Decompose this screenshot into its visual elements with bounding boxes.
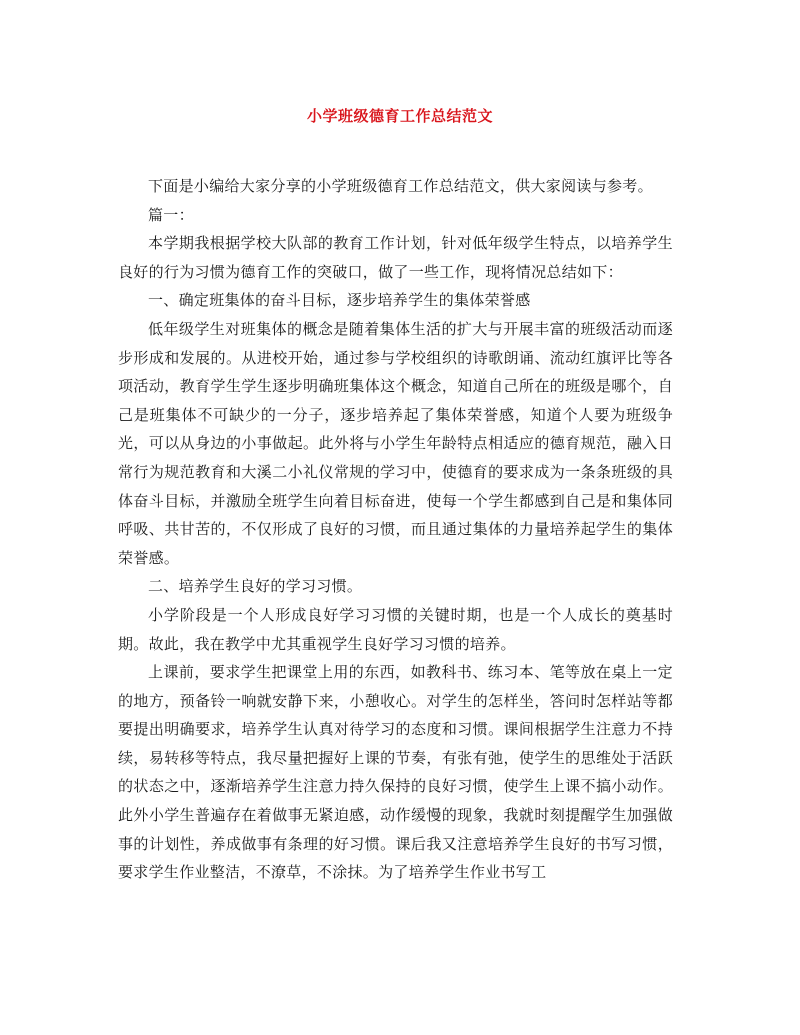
paragraph-collective: 低年级学生对班集体的概念是随着集体生活的扩大与开展丰富的班级活动而逐步形成和发展的。从进校开始，通过参与学校组织的诗歌朗诵、流动红旗评比等各项活动，教育学生学生逐步明确班集体这个概念，知道自己所在的班级是哪个，自己是班集体不可缺少的一分子，逐步培养起了集体荣誉感，知道个人要为班级争光，可以从身边的小事做起。此外将与小学生年龄特点相适应的德育规范，融入日常行为规范教育和大溪二小礼仪常规的学习中，使德育的要求成为一条条班级的具体奋斗目标，并激励全班学生向着目标奋进，使每一个学生都感到自己是和集体同呼吸、共甘苦的，不仅形成了良好的习惯，而且通过集体的力量培养起学生的集体荣誉感。: [118, 319, 673, 567]
document-title: 小学班级德育工作总结范文: [306, 107, 493, 125]
paragraph-primary-stage: 小学阶段是一个人形成良好学习习惯的关键时期，也是一个人成长的奠基时期。故此，我在教学中尤其重视学生良好学习习惯的培养。: [118, 605, 673, 653]
paragraph-intro: 下面是小编给大家分享的小学班级德育工作总结范文，供大家阅读与参考。: [148, 177, 653, 195]
section-heading-one: 一、确定班集体的奋斗目标，逐步培养学生的集体荣誉感: [148, 291, 531, 310]
paragraph-overview: 本学期我根据学校大队部的教育工作计划，针对低年级学生特点，以培养学生良好的行为习惯为德育工作的突破口，做了一些工作，现将情况总结如下：: [118, 234, 673, 281]
section-heading-two: 二、培养学生良好的学习习惯。: [148, 577, 363, 596]
document-body: [118, 172, 673, 887]
paragraph-class-habits: 上课前，要求学生把课堂上用的东西，如教科书、练习本、笔等放在桌上一定的地方，预备铃一响就安静下来，小憩收心。对学生的怎样坐，答问时怎样站等都要提出明确要求，培养学生认真对待学习的态度和习惯。课间根据学生注意力不持续，易转移等特点，我尽量把握好上课的节奏，有张有弛，使学生的思维处于活跃的状态之中，逐渐培养学生注意力持久保持的良好习惯，使学生上课不搞小动作。此外小学生普遍存在着做事无紧迫感，动作缓慢的现象，我就时刻提醒学生加强做事的计划性，养成做事有条理的好习惯。课后我又注意培养学生良好的书写习惯，要求学生作业整洁，不潦草，不涂抹。为了培养学生作业书写工: [118, 663, 673, 882]
paragraph-part-one-label: 篇一：: [148, 205, 194, 224]
